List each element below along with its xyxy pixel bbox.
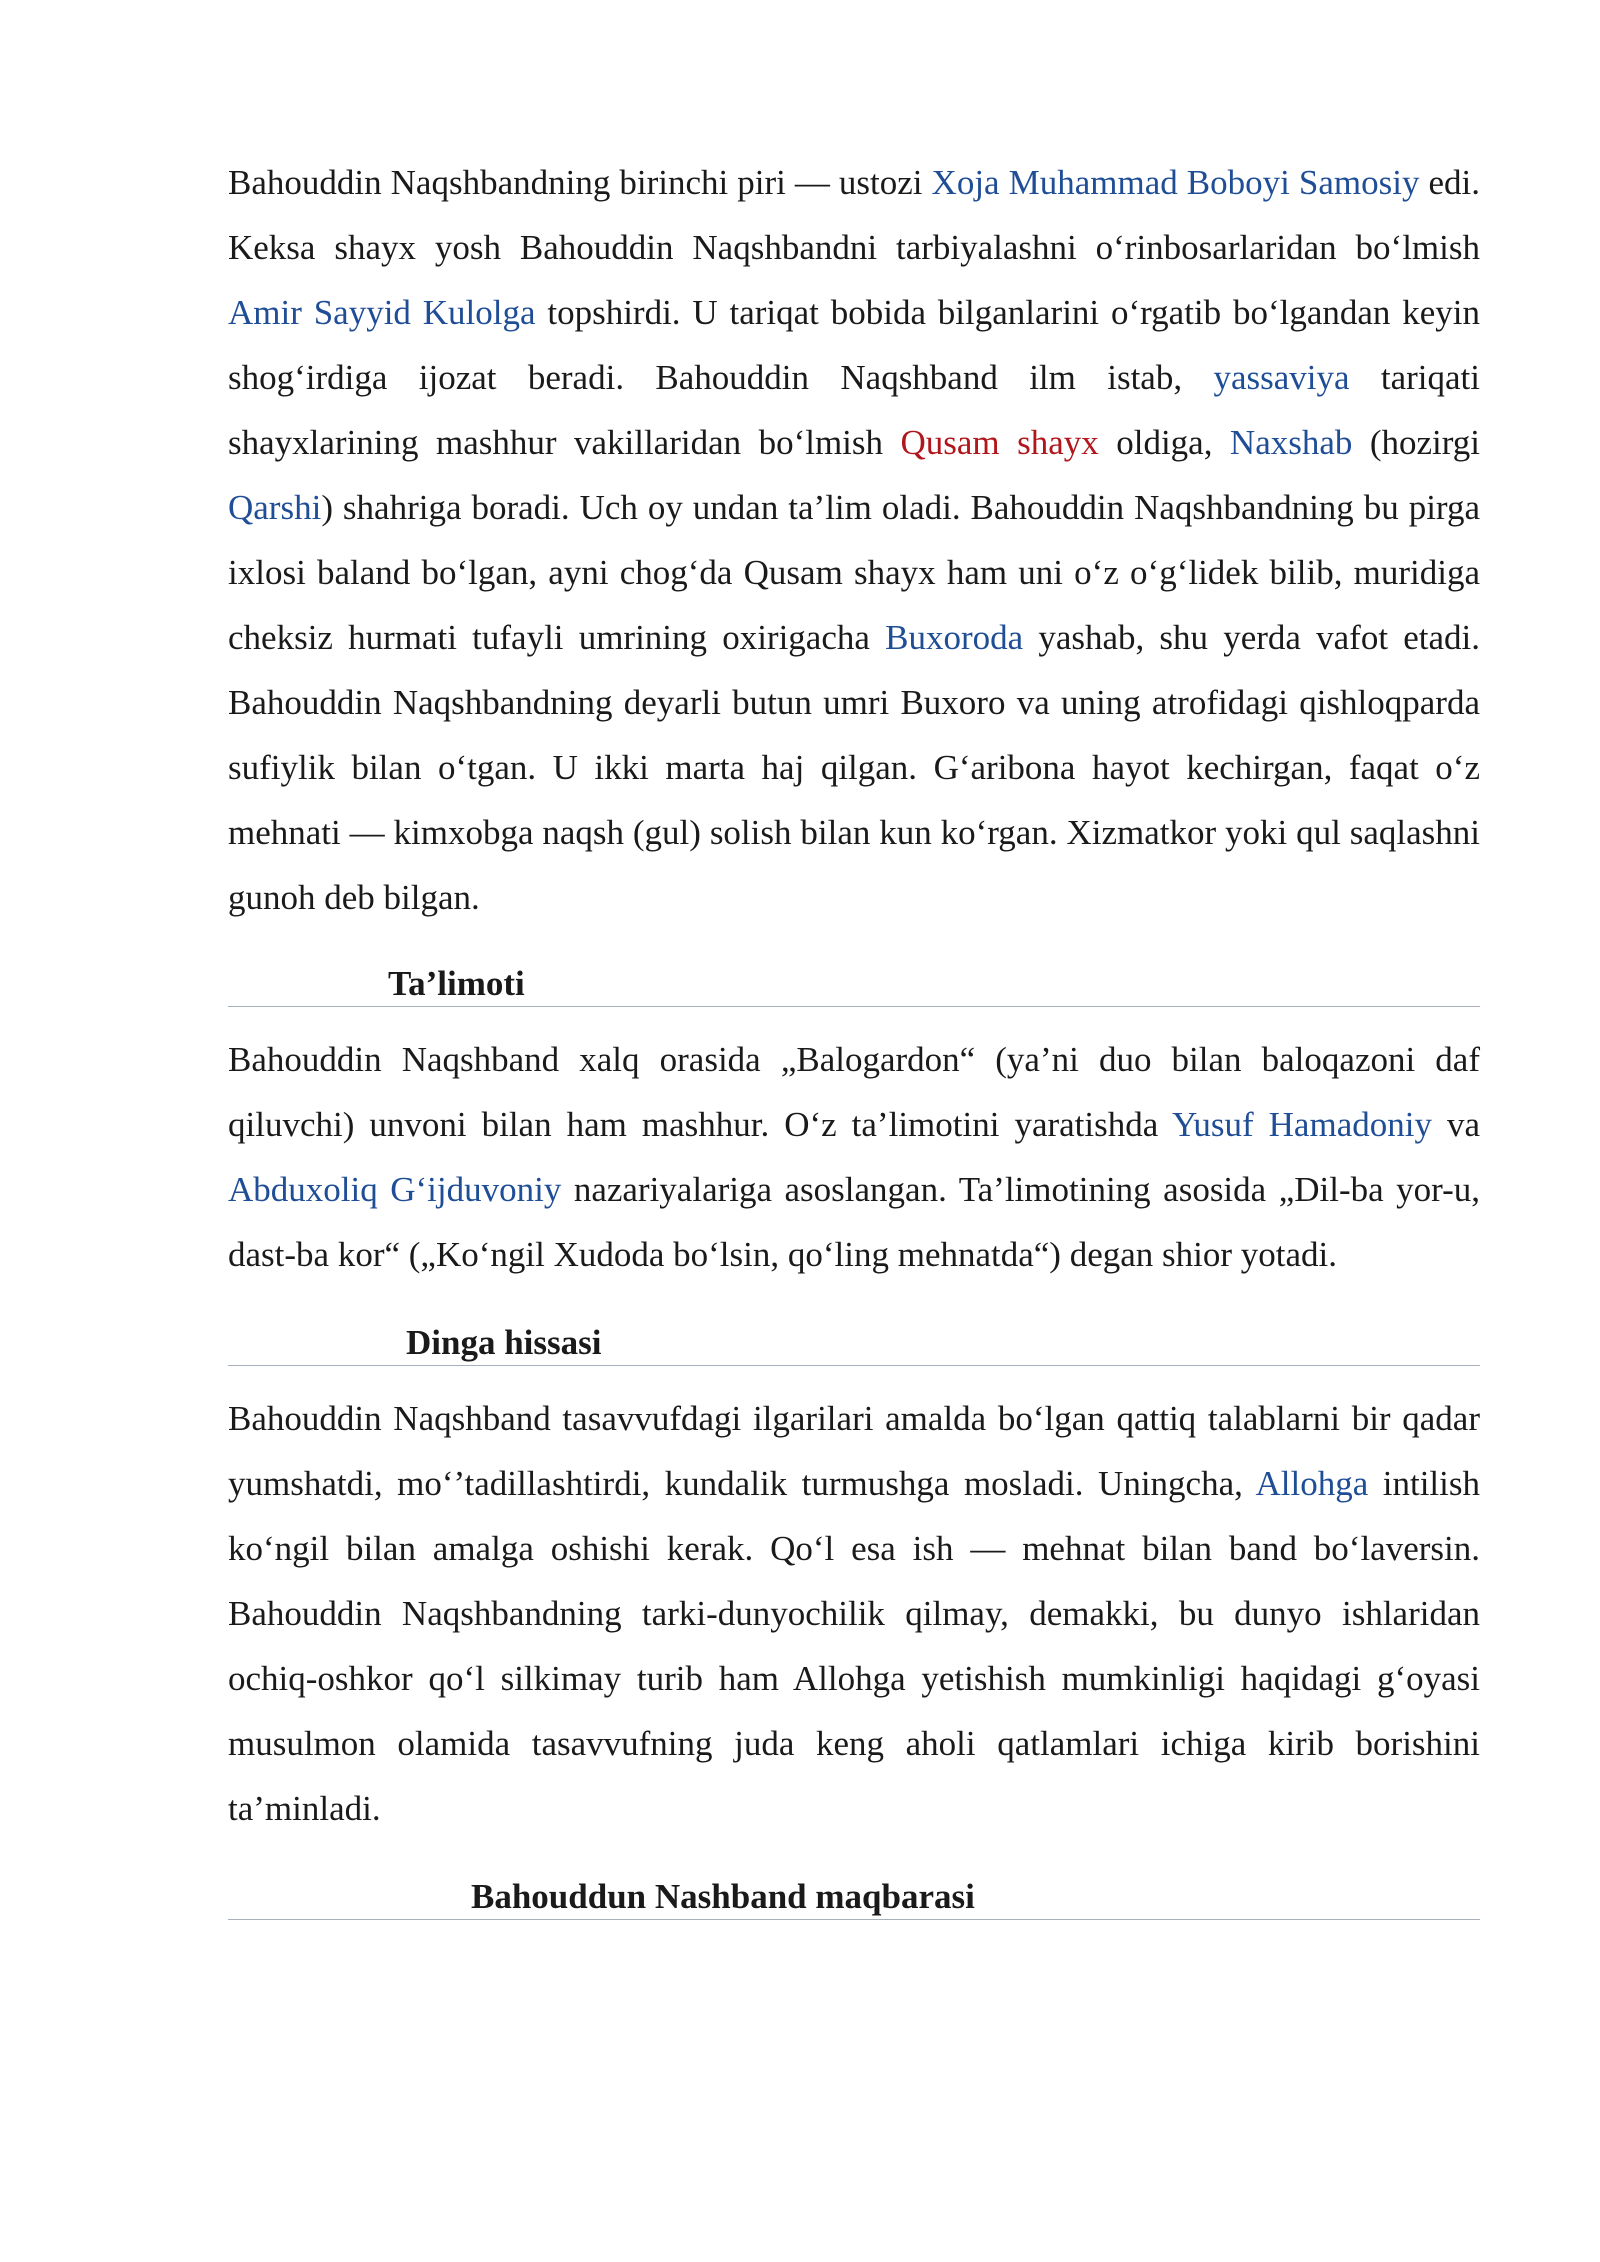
text-run: nazariyalariga asoslangan. Ta’limotining asosida „Dil-ba yor-u, dast-ba kor“ („Ko‘ngil Xudoda bo‘lsin, qo‘ling mehnatda“) degan shior yotadi.: [228, 1170, 1480, 1274]
document-page: [228, 150, 1480, 1920]
hyperlink[interactable]: Abduxoliq G‘ijduvoniy: [228, 1170, 562, 1209]
section-heading-maqbarasi: [228, 1875, 1480, 1920]
paragraph-biography: [228, 150, 1480, 930]
text-run: tariqati shayxlarining mashhur vakillaridan bo‘lmish: [228, 358, 1481, 462]
text-run: (hozirgi: [1352, 423, 1481, 462]
hyperlink[interactable]: Qusam shayx: [900, 423, 1099, 462]
section-heading-talimoti-text: Ta’limoti: [388, 964, 525, 1003]
hyperlink[interactable]: yassaviya: [1213, 358, 1350, 397]
paragraph-talimoti: [228, 1027, 1480, 1287]
text-run: ) shahriga boradi. Uch oy undan ta’lim oladi. Bahouddin Naqshbandning bu pirga ixlosi baland bo‘lgan, ayni chog‘da Qusam shayx ham uni o‘z o‘g‘lidek bilib, muridiga cheksiz hurmati tufayli umrining oxirigacha: [228, 488, 1480, 657]
text-run: Bahouddin Naqshbandning birinchi piri — ustozi: [228, 163, 932, 202]
text-run: Bahouddin Naqshband xalq orasida „Balogardon“ (ya’ni duo bilan baloqazoni daf qiluvchi) unvoni bilan ham mashhur. O‘z ta’limotini yaratishda: [228, 1040, 1480, 1144]
text-run: oldiga,: [1098, 423, 1230, 462]
section-heading-dinga-hissasi: [228, 1321, 1480, 1366]
hyperlink[interactable]: Qarshi: [228, 488, 322, 527]
text-run: edi. Keksa shayx yosh Bahouddin Naqshbandni tarbiyalashni o‘rinbosarlaridan bo‘lmish: [228, 163, 1480, 267]
text-run: yashab, shu yerda vafot etadi. Bahouddin Naqshbandning deyarli butun umri Buxoro va uning atrofidagi qishloqparda sufiylik bilan o‘tgan. U ikki marta haj qilgan. G‘aribona hayot kechirgan, faqat o‘z mehnati — kimxobga naqsh (gul) solish bilan kun ko‘rgan. Xizmatkor yoki qul saqlashni gunoh deb bilgan.: [228, 618, 1480, 917]
text-run: Bahouddin Naqshband tasavvufdagi ilgarilari amalda bo‘lgan qattiq talablarni bir qadar yumshatdi, mo‘’tadillashtirdi, kundalik turmushga mosladi. Uningcha,: [228, 1399, 1480, 1503]
hyperlink[interactable]: Naxshab: [1229, 423, 1353, 462]
text-run: intilish ko‘ngil bilan amalga oshishi kerak. Qo‘l esa ish — mehnat bilan band bo‘laversin. Bahouddin Naqshbandning tarki-dunyochilik qilmay, demakki, bu dunyo ishlaridan ochiq-oshkor qo‘l silkimay turib ham Allohga yetishish mumkinligi haqidagi g‘oyasi musulmon olamida tasavvufning juda keng aholi qatlamlari ichiga kirib borishini ta’minladi.: [228, 1464, 1480, 1828]
hyperlink[interactable]: Yusuf Hamadoniy: [1171, 1105, 1432, 1144]
section-heading-maqbarasi-text: Bahouddun Nashband maqbarasi: [471, 1877, 975, 1916]
section-heading-talimoti: [228, 962, 1480, 1007]
hyperlink[interactable]: Allohga: [1255, 1464, 1369, 1503]
hyperlink[interactable]: Xoja Muhammad Boboyi Samosiy: [931, 163, 1420, 202]
section-heading-dinga-hissasi-text: Dinga hissasi: [406, 1323, 602, 1362]
hyperlink[interactable]: Amir Sayyid Kulolga: [228, 293, 536, 332]
text-run: topshirdi. U tariqat bobida bilganlarini o‘rgatib bo‘lgandan keyin shog‘irdiga ijozat beradi. Bahouddin Naqshband ilm istab,: [228, 293, 1480, 397]
hyperlink[interactable]: Buxoroda: [885, 618, 1024, 657]
text-run: va: [1431, 1105, 1481, 1144]
paragraph-dinga-hissasi: [228, 1386, 1480, 1841]
